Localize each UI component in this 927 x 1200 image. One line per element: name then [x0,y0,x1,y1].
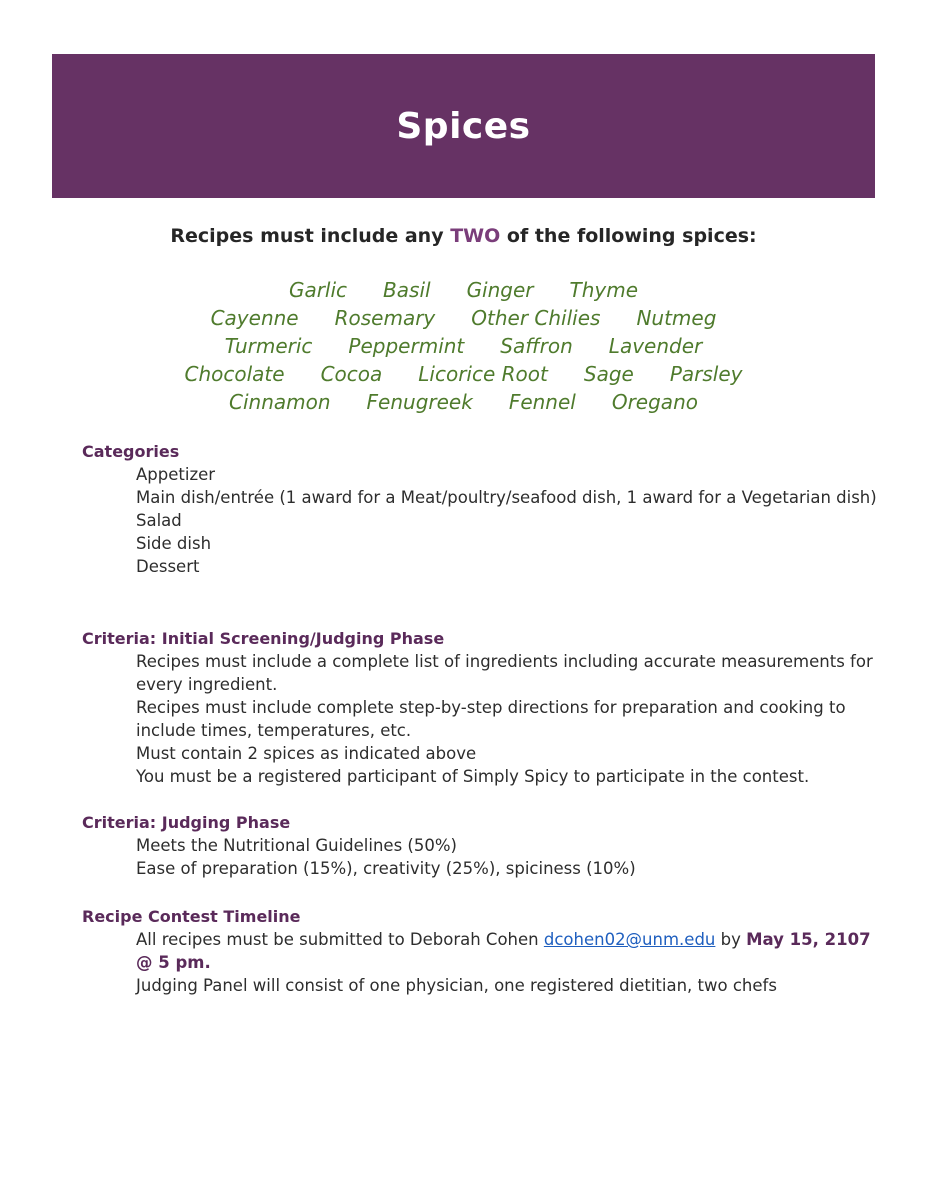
spice-item: Sage [583,362,634,386]
spice-item: Cocoa [320,362,383,386]
spice-item: Nutmeg [636,306,717,330]
spice-row [0,360,927,388]
submission-prefix: All recipes must be submitted to Deborah Cohen [136,930,544,949]
deadline: May 15, 2107 @ 5 pm. [136,930,871,972]
spice-item: Parsley [669,362,743,386]
initial-criteria-heading: Criteria: Initial Screening/Judging Phase [82,629,445,648]
instruction-prefix: Recipes must include any [170,225,451,247]
spice-item: Chocolate [184,362,285,386]
spice-item: Licorice Root [418,362,548,386]
categories-section [82,440,882,578]
spice-instruction [0,225,927,247]
spice-item: Basil [383,278,431,302]
criteria-item: Meets the Nutritional Guidelines (50%) [136,836,457,855]
spice-item: Ginger [466,278,534,302]
spice-item: Cayenne [210,306,299,330]
spice-item: Fennel [508,390,576,414]
spice-item: Oregano [611,390,698,414]
criteria-item: You must be a registered participant of Simply Spicy to participate in the contest. [136,767,810,786]
spice-item: Turmeric [224,334,313,358]
criteria-item: Recipes must include complete step-by-step directions for preparation and cooking to include times, temperatures, etc. [136,698,846,740]
instruction-suffix: of the following spices: [500,225,757,247]
instruction-highlight: TWO [450,225,501,247]
initial-criteria-section [82,627,882,788]
timeline-heading: Recipe Contest Timeline [82,907,301,926]
spice-item: Thyme [569,278,639,302]
category-item: Salad [136,511,182,530]
spice-item: Garlic [288,278,348,302]
title-banner [52,54,875,198]
criteria-item: Must contain 2 spices as indicated above [136,744,477,763]
page-title: Spices [396,105,531,147]
spice-item: Rosemary [334,306,436,330]
spice-item: Other Chilies [471,306,601,330]
submission-by: by [715,930,747,949]
judging-criteria-section [82,811,882,880]
spice-row [0,332,927,360]
timeline-section [82,905,882,997]
criteria-item: Recipes must include a complete list of ingredients including accurate measurements for every ingredient. [136,652,873,694]
email-link[interactable]: dcohen02@unm.edu [543,930,716,949]
judging-criteria-heading: Criteria: Judging Phase [82,813,291,832]
spice-item: Lavender [608,334,703,358]
spice-row [0,304,927,332]
category-item: Main dish/entrée (1 award for a Meat/poultry/seafood dish, 1 award for a Vegetarian dish) [136,488,877,507]
spice-row [0,388,927,416]
spice-row [0,276,927,304]
judging-panel-text: Judging Panel will consist of one physician, one registered dietitian, two chefs [136,976,777,995]
spice-list [0,276,927,416]
spice-item: Cinnamon [229,390,331,414]
criteria-item: Ease of preparation (15%), creativity (25%), spiciness (10%) [136,859,636,878]
spice-item: Fenugreek [366,390,473,414]
category-item: Side dish [136,534,212,553]
category-item: Dessert [136,557,200,576]
spice-item: Saffron [500,334,573,358]
category-item: Appetizer [136,465,216,484]
categories-heading: Categories [82,442,180,461]
submission-text [136,928,882,974]
spice-item: Peppermint [348,334,465,358]
